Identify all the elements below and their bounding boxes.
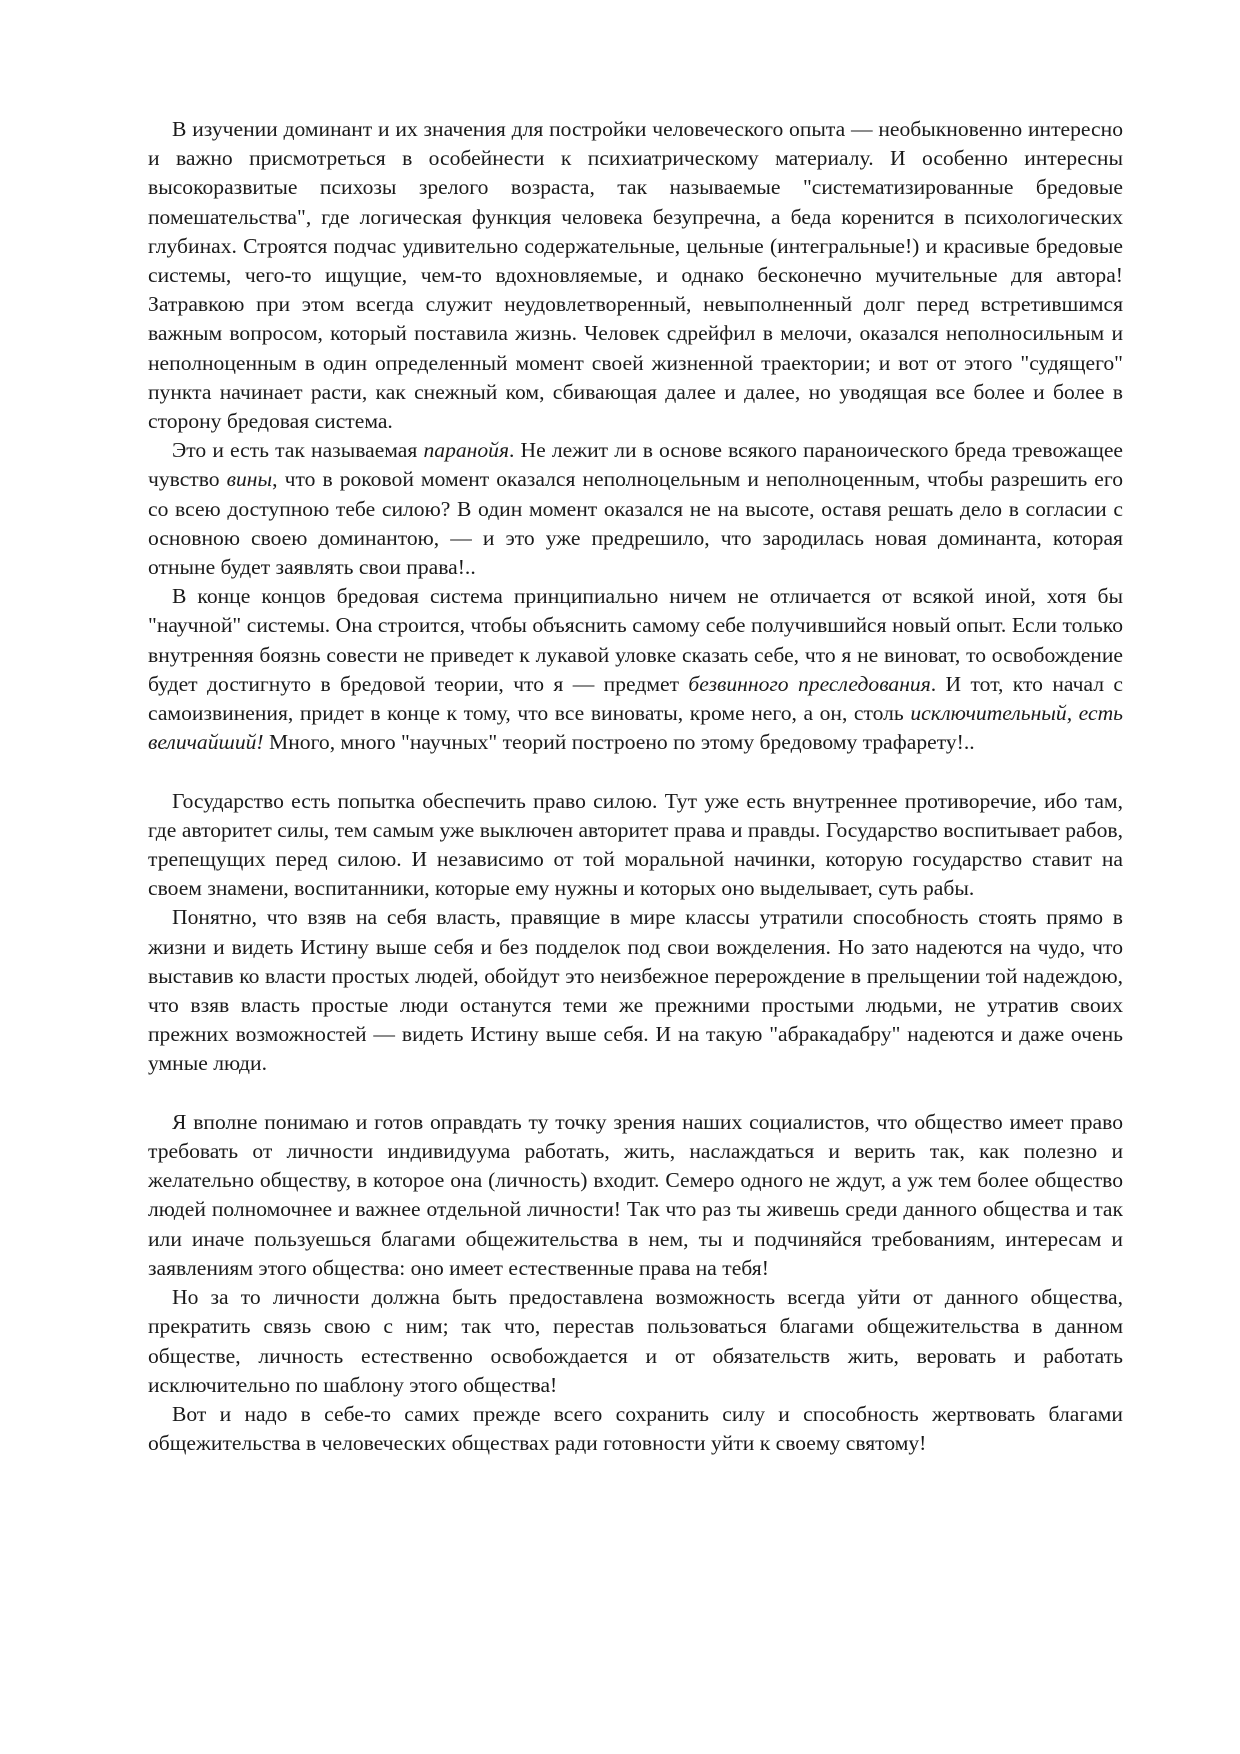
text-section xyxy=(148,787,1123,1079)
text-run: Понятно, что взяв на себя власть, правящие в мире классы утратили способность стоять прямо в жизни и видеть Истину выше себя и без подделок под свои вожделения. Но зато надеются на чудо, что выставив ко власти простых людей, обойдут это неизбежное перерождение в прельщении той надеждою, что взяв власть простые люди останутся теми же прежними простыми людьми, не утратив своих прежних возможностей — видеть Истину выше себя. И на такую "абракадабру" надеются и даже очень умные люди. xyxy=(148,905,1123,1076)
paragraph xyxy=(148,787,1123,904)
text-run: Много, много "научных" теорий построено по этому бредовому трафарету!.. xyxy=(263,730,975,755)
paragraph xyxy=(148,903,1123,1078)
text-run: , что в роковой момент оказался неполноцельным и неполноценным, чтобы разрешить его со всею доступною тебе силою? В один момент оказался не на высоте, оставя решать дело в согласии с основною своею доминантою, — и это уже предрешило, что зародилась новая доминанта, которая отныне будет заявлять свои права!.. xyxy=(148,467,1123,580)
paragraph xyxy=(148,582,1123,757)
paragraph xyxy=(148,1108,1123,1283)
paragraph xyxy=(148,436,1123,582)
text-run: Государство есть попытка обеспечить право силою. Тут уже есть внутреннее противоречие, ибо там, где авторитет силы, тем самым уже выключен авторитет права и правды. Государство воспитывает рабов, трепещущих перед силою. И независимо от той моральной начинки, которую государство ставит на своем знамени, воспитанники, которые ему нужны и которых оно выделывает, суть рабы. xyxy=(148,788,1123,901)
section-spacer xyxy=(148,757,1123,786)
italic-phrase: исключительный, есть величайший! xyxy=(148,701,1123,755)
text-run: Но за то личности должна быть предоставлена возможность всегда уйти от данного общества, прекратить связь свою с ним; так что, перестав пользоваться благами общежительства в данном обществе, личность естественно освобождается и от обязательств жить, веровать и работать исключительно по шаблону этого общества! xyxy=(148,1285,1123,1397)
text-run: Это и есть так называемая xyxy=(172,438,424,463)
paragraph xyxy=(148,115,1123,436)
italic-phrase: вины xyxy=(226,467,273,492)
text-run: Я вполне понимаю и готов оправдать ту точку зрения наших социалистов, что общество имеет право требовать от личности индивидуума работать, жить, наслаждаться и верить так, как полезно и желательно обществу, в которое она (личность) входит. Семеро одного не ждут, а уж тем более общество людей полномочнее и важнее отдельной личности! Так что раз ты живешь среди данного общества и так или иначе пользуешься благами общежительства в нем, ты и подчиняйся требованиям, интересам и заявлениям этого общества: оно имеет естественные права на тебя! xyxy=(148,1109,1123,1280)
section-spacer xyxy=(148,1079,1123,1108)
italic-phrase: паранойя xyxy=(423,438,510,463)
text-run: В изучении доминант и их значения для постройки человеческого опыта — необыкновенно интересно и важно присмотреться в особейнести к психиатрическому материалу. И особенно интересны высокоразвитые психозы зрелого возраста, так называемые "систематизированные бредовые помешательства", где логическая функция человека безупречна, а беда коренится в психологических глубинах. Строятся подчас удивительно содержательные, цельные (интегральные!) и красивые бредовые системы, чего-то ищущие, чем-то вдохновляемые, и однако бесконечно мучительные для автора! Затравкою при этом всегда служит неудовлетворенный, невыполненный долг перед встретившимся важным вопросом, который поставила жизнь. Человек сдрейфил в мелочи, оказался неполносильным и неполноценным в один определенный момент своей жизненной траектории; и вот от этого "судящего" пункта начинает расти, как снежный ком, сбивающая далее и далее, но уводящая все более и более в сторону бредовая система. xyxy=(148,117,1123,434)
paragraph xyxy=(148,1400,1123,1458)
text-run: Вот и надо в себе-то самих прежде всего сохранить силу и способность жертвовать благами общежительства в человеческих обществах ради готовности уйти к своему святому! xyxy=(148,1401,1123,1456)
document-body xyxy=(148,115,1123,1458)
text-run: . Не лежит ли в основе всякого параноического бреда тревожащее чувство xyxy=(148,438,1124,492)
text-section xyxy=(148,1108,1123,1458)
text-section xyxy=(148,115,1123,757)
italic-phrase: безвинного преследования xyxy=(688,671,931,696)
text-run: . И тот, кто начал с самоизвинения, придет в конце к тому, что все виноваты, кроме него, а он, столь xyxy=(148,671,1123,726)
paragraph xyxy=(148,1283,1123,1400)
text-run: В конце концов бредовая система принципиально ничем не отличается от всякой иной, хотя бы "научной" системы. Она строится, чтобы объяснить самому себе получившийся новый опыт. Если только внутренняя боязнь совести не приведет к лукавой уловке сказать себе, что я не виноват, то освобождение будет достигнуто в бредовой теории, что я — предмет xyxy=(148,584,1123,696)
